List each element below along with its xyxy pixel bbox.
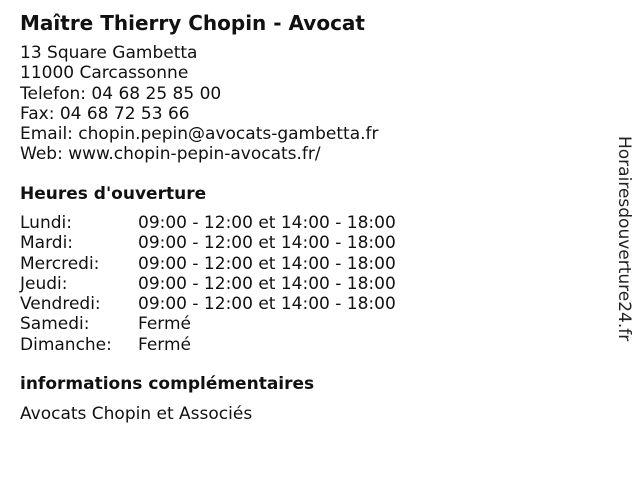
day-label: Mercredi:	[20, 253, 100, 274]
hours-value: Fermé	[138, 314, 192, 335]
website-url: Web: www.chopin-pepin-avocats.fr/	[20, 144, 321, 165]
phone-number: Telefon: 04 68 25 85 00	[20, 83, 222, 104]
fax-number: Fax: 04 68 72 53 66	[20, 103, 190, 124]
hours-value: 09:00 - 12:00 et 14:00 - 18:00	[138, 213, 396, 233]
day-label: Vendredi:	[20, 294, 101, 315]
day-label: Jeudi:	[20, 273, 68, 294]
hours-row-tuesday	[20, 233, 396, 253]
day-label: Lundi:	[20, 213, 72, 233]
opening-hours-heading: Heures d'ouverture	[20, 184, 207, 204]
day-label: Mardi:	[20, 233, 74, 254]
address-city: 11000 Carcassonne	[20, 63, 189, 84]
hours-row-sunday	[20, 335, 396, 355]
address-street: 13 Square Gambetta	[20, 43, 198, 63]
additional-info-heading: informations complémentaires	[20, 374, 315, 394]
hours-value: 09:00 - 12:00 et 14:00 - 18:00	[138, 294, 396, 315]
hours-row-wednesday	[20, 254, 396, 274]
hours-value: Fermé	[138, 334, 192, 355]
page-title: Maître Thierry Chopin - Avocat	[20, 11, 365, 35]
hours-row-monday	[20, 213, 396, 233]
contact-block	[20, 43, 379, 165]
hours-row-friday	[20, 294, 396, 314]
email-address: Email: chopin.pepin@avocats-gambetta.fr	[20, 124, 379, 145]
day-label: Dimanche:	[20, 334, 112, 355]
hours-value: 09:00 - 12:00 et 14:00 - 18:00	[138, 273, 396, 294]
hours-value: 09:00 - 12:00 et 14:00 - 18:00	[138, 233, 396, 254]
hours-row-saturday	[20, 314, 396, 334]
additional-info-text: Avocats Chopin et Associés	[20, 404, 253, 424]
opening-hours-table	[20, 213, 396, 355]
hours-row-thursday	[20, 274, 396, 294]
site-brand-vertical: Horairesdouverture24.fr	[614, 136, 634, 342]
hours-value: 09:00 - 12:00 et 14:00 - 18:00	[138, 253, 396, 274]
day-label: Samedi:	[20, 314, 90, 335]
